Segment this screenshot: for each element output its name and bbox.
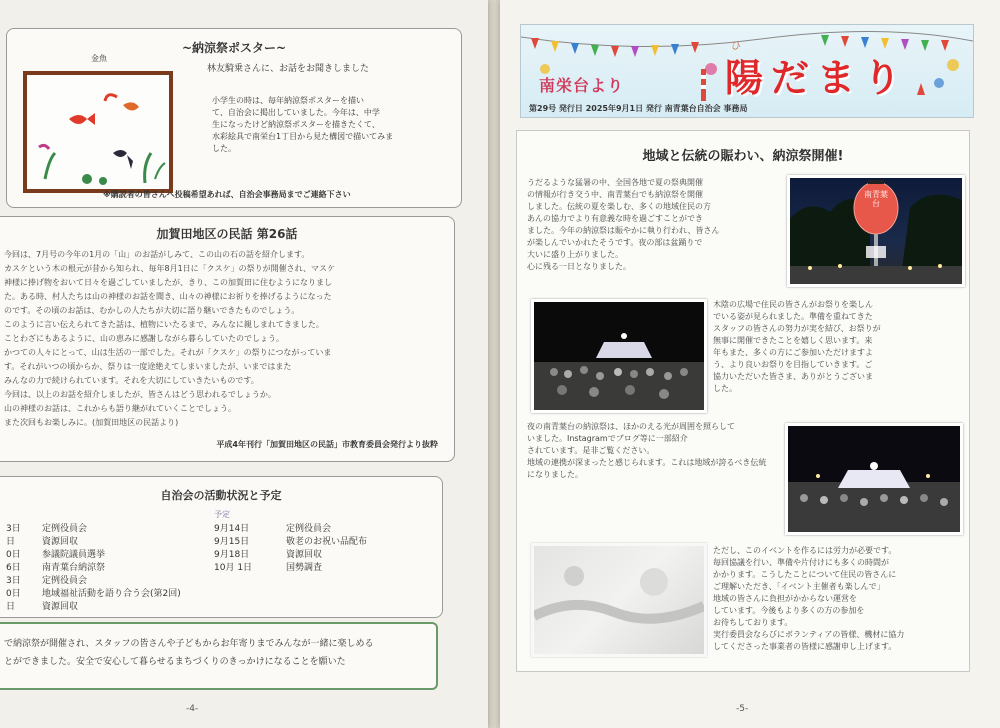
article-line: 実行委員会ならびにボランティアの皆様、機材に協力 (713, 630, 905, 639)
folklore-source: 平成4年刊行「加賀田地区の民話」市教育委員会発行より抜粋 (216, 440, 438, 449)
article-line: した。 (713, 384, 737, 393)
right-page (500, 0, 1000, 728)
article-line: 協力いただいた皆さま、ありがとうございま (713, 372, 873, 381)
article-line: の情報が行き交う中、南青葉台でも納涼祭を開催 (527, 190, 703, 199)
folklore-line: 山の神様のお話は、これからも語り継がれていくことでしょう。 (4, 404, 236, 413)
activity-row: 9月14日 定例役員会 (214, 524, 332, 534)
left-page (0, 0, 488, 728)
article-line: うだるような猛暑の中、全国各地で夏の祭典開催 (527, 178, 703, 187)
future-activities (214, 523, 367, 575)
activities-section (0, 476, 443, 618)
plan-label: 予定 (214, 510, 230, 519)
photo-stage (785, 423, 963, 535)
article-line: 心に残る一日となりました。 (527, 262, 631, 271)
folklore-line: た。ある時、村人たちは山の神様のお話を聞き、山々の神様にお祈りを捧げるようになった (4, 292, 332, 301)
article-line: しました。伝統の夏を楽しむ、多くの地域住民の方 (527, 202, 711, 211)
folklore-line: かつての人々にとって、山は生活の一部でした。それが「クスケ」の祭りにつながっていま (4, 348, 332, 357)
article-line: 毎回協議を行い、準備や片付けにも多くの時間が (713, 558, 889, 567)
article-line: う、より良いお祭りを目指していきます。ご (713, 360, 873, 369)
masthead-ruby: ひ (731, 41, 741, 52)
article-para-4 (713, 545, 963, 653)
photo-faded (531, 543, 707, 657)
masthead-title: 陽だまり (725, 56, 910, 100)
folklore-line: 神様に捧げ物をおいて日々を過ごしていましたが、きり、この加賀田に住むようになりまし (4, 278, 332, 287)
article-line: いました。Instagramでブログ等に一部紹介 (527, 434, 688, 443)
poster-note: ※購読者の皆さんへ投稿希望あれば、自治会事務局までご連絡下さい (103, 190, 351, 199)
article-para-1 (527, 177, 777, 273)
article-line: 地域の連携が深まったと感じられます。これは地域が誇るべき伝統 (527, 458, 767, 467)
poster-body-line: 水彩絵具で南栄台1丁目から見た構図で描いてみま (212, 132, 394, 141)
faded-scene (534, 546, 704, 654)
activity-row: 9月15日 敬老のお祝い品配布 (214, 537, 368, 547)
activities-title: 自治会の活動状況と予定 (160, 489, 282, 502)
article-section (516, 130, 970, 672)
activity-row: 日 資源回収 (6, 537, 79, 547)
masthead (520, 24, 974, 118)
folklore-line: のです。その頃のお話は、むかしの人たちが大切に語り継いできたものでしょう。 (4, 306, 300, 315)
article-line: ただし、このイベントを作るには労力が必要です。 (713, 546, 897, 555)
folklore-line: みんなの力で続けられています。それを大切にしていきたいものです。 (4, 376, 259, 385)
folklore-title: 加賀田地区の民話 第26話 (156, 227, 298, 241)
poster-body-line: 生になったけど納涼祭ポスターを描きたくて、 (212, 120, 380, 129)
activity-row: 3日 定例役員会 (6, 524, 88, 534)
article-para-2 (713, 299, 963, 395)
article-line: スタッフの皆さんの努力が実を結び、お祭りが (713, 324, 881, 333)
masthead-issue-line: 第29号 発行日 2025年9月1日 発行 南青葉台自治会 事務局 (529, 104, 748, 113)
article-line: しています。今後もより多くの方の参加を (713, 606, 865, 615)
poster-interviewee: 林友騎乗さんに、お話をお聞きしました (207, 64, 370, 74)
article-title: 地域と伝統の賑わい、納涼祭開催! (642, 149, 844, 164)
goldfish-painting (27, 75, 169, 189)
poster-title: ~納涼祭ポスター~ (181, 41, 287, 55)
article-line: あんの協力でより有意義な時を過ごすことができ (527, 214, 703, 223)
closing-section (0, 622, 438, 690)
folklore-section (0, 216, 455, 462)
poster-artwork (23, 71, 173, 193)
article-line: が楽しんでいかれたそうです。夜の部は盆踊りで (527, 238, 703, 247)
article-line: 無事に開催できたことを嬉しく思います。来 (713, 336, 873, 345)
activity-row: 3日 定例役員会 (6, 576, 88, 586)
photo-lantern (787, 175, 965, 287)
lantern-text: 南青葉台 (864, 190, 888, 208)
closing-line: とができました。安全で安心して暮らせるまちづくりのきっかけになることを願いた (4, 657, 346, 667)
folklore-line: このように言い伝えられてきた話は、植物にいたるまで、みんなに親しまれてきました。 (4, 320, 324, 329)
closing-line: で納涼祭が開催され、スタッフの皆さんや子どもからお年寄りまでみんなが一緒に楽しめる (4, 639, 374, 649)
article-line: かかります。こうしたことについて住民の皆さんに (713, 570, 897, 579)
activity-row: 0日 地域福祉活動を語り合う会(第2回) (6, 589, 181, 599)
poster-body (212, 95, 393, 155)
folklore-line: ことわざにもあるように、山の恵みに感謝しながら暮らしていたのでしょう。 (4, 334, 284, 343)
crowd-scene (534, 302, 704, 410)
past-activities (6, 523, 181, 614)
poster-caption: 金魚 (91, 54, 107, 63)
article-para-3 (527, 421, 777, 481)
photo-crowd (531, 299, 707, 413)
masthead-series: 南栄台より (539, 76, 625, 95)
article-line: してくださった事業者の皆様に感謝申し上げます。 (713, 642, 897, 651)
activity-row: 0日 参議院議員選挙 (6, 550, 106, 560)
activity-row: 10月 1日 国勢調査 (214, 563, 323, 573)
article-line: でいる姿が見られました。準備を重ねてきた (713, 312, 873, 321)
article-line: 木陰の広場で住民の皆さんがお祭りを楽しん (713, 300, 873, 309)
stage-scene (788, 426, 960, 532)
article-line: お待ちしております。 (713, 618, 793, 627)
folklore-line: す。それがいつの頃からか、祭りは一度途絶えてしまいましたが、いまではまた (4, 362, 292, 371)
poster-body-line: て、自治会に掲出していました。今年は、中学 (212, 108, 380, 117)
activity-row: 6日 南青葉台納涼祭 (6, 563, 106, 573)
article-line: 大いに盛り上がりました。 (527, 250, 623, 259)
article-line: になりました。 (527, 470, 583, 479)
poster-body-line: した。 (212, 144, 236, 153)
article-line: されています。是非ご覧ください。 (527, 446, 655, 455)
folklore-line: また次回もお楽しみに。(加賀田地区の民話より) (4, 418, 179, 427)
folklore-line: カスケという木の根元が昔から知られ、毎年8月1日に「クスケ」の祭りが開催され、マスケ (4, 264, 336, 273)
folklore-line: 今回は、7月号の今年の1月の「山」のお話がしみて、この山の石の話を紹介します。 (4, 250, 310, 259)
poster-section (6, 28, 462, 208)
page-number: -4- (186, 704, 199, 714)
article-line: ご理解いただき、「イベント主催者も楽しんで」 (713, 582, 885, 591)
page-number: -5- (736, 704, 749, 714)
article-line: 夜の南青葉台の納涼祭は、ほかのえる光が周囲を照らして (527, 422, 735, 431)
article-line: ました。今年の納涼祭は賑やかに執り行われ、皆さん (527, 226, 720, 235)
article-line: 地域の皆さんに負担がかからない運営を (713, 594, 857, 603)
activity-row: 9月18日 資源回収 (214, 550, 323, 560)
article-line: 年もまた、多くの方にご参加いただけますよ (713, 348, 873, 357)
poster-body-line: 小学生の時は、毎年納涼祭ポスターを描い (212, 96, 364, 105)
folklore-line: 今回は、以上のお話を紹介しましたが、皆さんはどう思われるでしょうか。 (4, 390, 276, 399)
activity-row: 日 資源回収 (6, 602, 79, 612)
